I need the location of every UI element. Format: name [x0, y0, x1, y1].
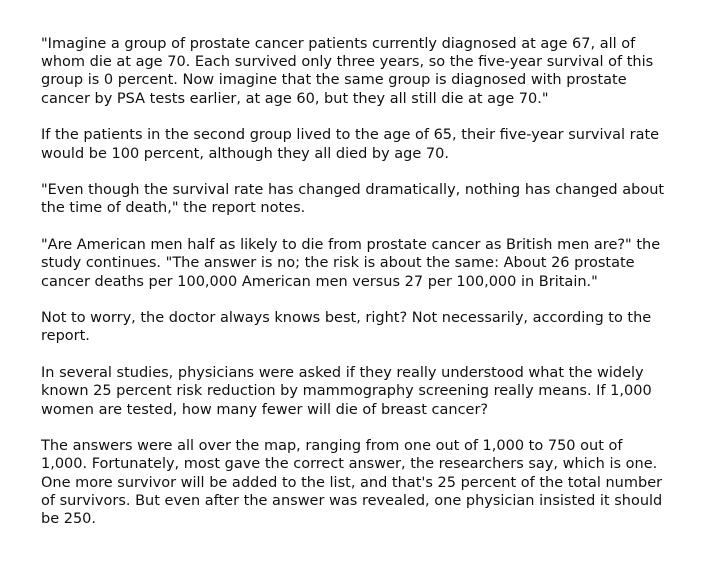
paragraph-3: "Even though the survival rate has changed dramatically, nothing has changed about the time of death," the report notes.: [41, 182, 665, 217]
paragraph-4: "Are American men half as likely to die from prostate cancer as British men are?" the study continues. "The answer is no; the risk is about the same: About 26 prostate cancer deaths per 100,000 American men versus 27 per 100,000 in Britain.": [41, 237, 661, 290]
paragraph-7: The answers were all over the map, ranging from one out of 1,000 to 750 out of 1,000. Fortunately, most gave the correct answer, the researchers say, which is one. One more survivor will be added to the list, and that's 25 percent of the total number of survivors. But even after the answer was revealed, one physician insisted it should be 250.: [41, 438, 663, 528]
paragraph-5: Not to worry, the doctor always knows best, right? Not necessarily, according to the report.: [41, 310, 652, 345]
paragraph-2: If the patients in the second group lived to the age of 65, their five-year survival rate would be 100 percent, although they all died by age 70.: [41, 127, 660, 162]
paragraph-6: In several studies, physicians were asked if they really understood what the widely known 25 percent risk reduction by mammography screening really means. If 1,000 women are tested, how many fewer will die of breast cancer?: [41, 365, 652, 418]
paragraph-1: "Imagine a group of prostate cancer patients currently diagnosed at age 67, all of whom die at age 70. Each survived only three years, so the five-year survival of this group is 0 percent. Now imagine that the same group is diagnosed with prostate cancer by PSA tests earlier, at age 60, but they all still die at age 70.": [41, 36, 654, 107]
article-body: [41, 35, 671, 528]
